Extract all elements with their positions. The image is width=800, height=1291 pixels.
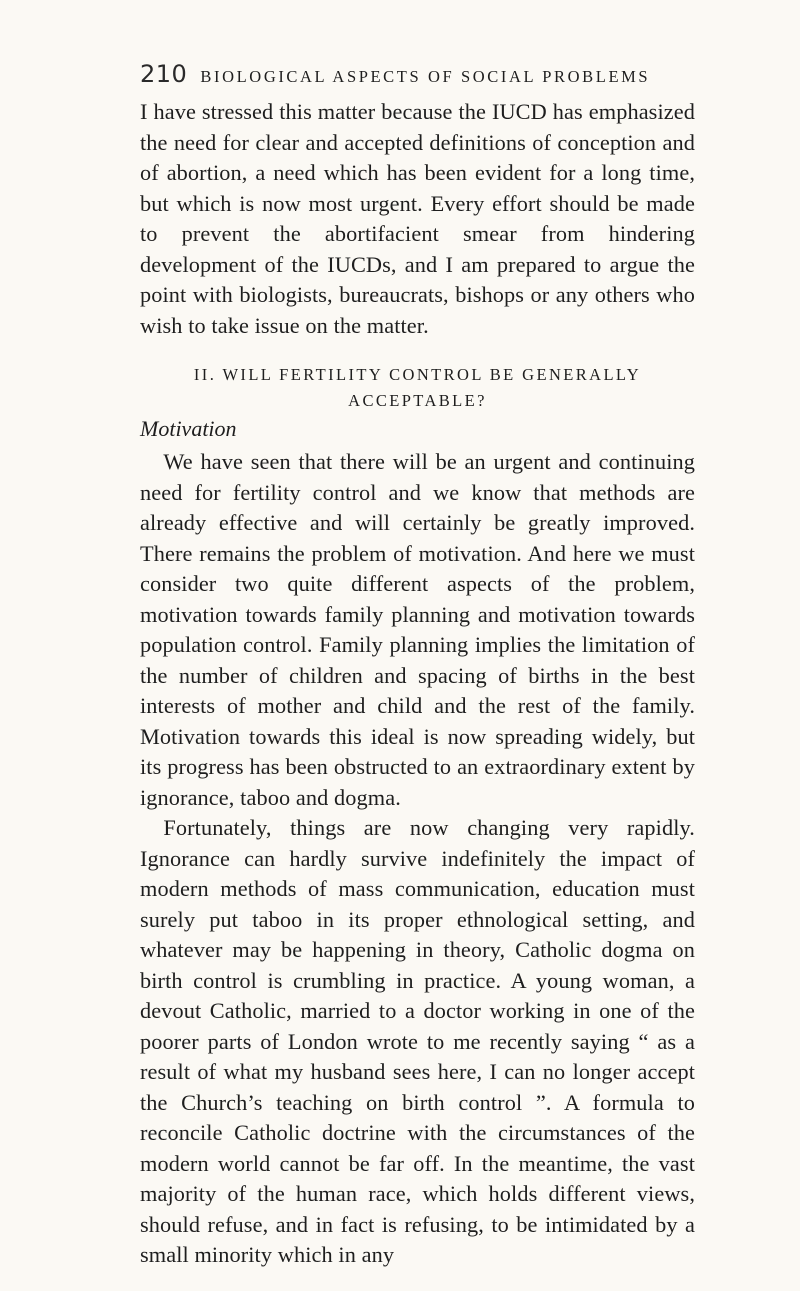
subheading-motivation: Motivation (140, 416, 237, 441)
motivation-text-block (140, 447, 695, 1271)
paragraph-motivation: We have seen that there will be an urgent and continuing need for fertility control and we know that methods are already effective and will certainly be greatly improved. There remains the problem of motivation. And here we must consider two quite different aspects of the problem, motivation towards family planning and motivation towards population control. Family planning implies the limitation of the number of children and spacing of births in the best interests of mother and child and the rest of the family. Motivation towards this ideal is now spreading widely, but its progress has been obstructed to an extraordinary extent by ignorance, taboo and dogma. (140, 449, 695, 810)
paragraph-fortunately: Fortunately, things are now changing very rapidly. Ignorance can hardly survive indefinitely the impact of modern methods of mass communication, education must surely put taboo in its proper ethnological setting, and whatever may be happening in theory, Catholic dogma on birth control is crumbling in practice. A young woman, a devout Catholic, married to a doctor working in one of the poorer parts of London wrote to me recently saying “ as a result of what my husband sees here, I can no longer accept the Church’s teaching on birth control ”. A formula to reconcile Catholic doctrine with the circumstances of the modern world cannot be far off. In the meantime, the vast majority of the human race, which holds different views, should refuse, and in fact is refusing, to be intimidated by a small minority which in any (140, 815, 695, 1267)
section-heading: II. WILL FERTILITY CONTROL BE GENERALLY ACCEPTABLE? (193, 365, 642, 410)
running-title: BIOLOGICAL ASPECTS OF SOCIAL PROBLEMS (200, 67, 651, 86)
intro-paragraph-block (140, 97, 695, 341)
page-number: 210 (140, 60, 188, 88)
running-head (140, 60, 700, 90)
paragraph-iucd-definitions: I have stressed this matter because the IUCD has emphasized the need for clear and accepted definitions of conception and of abortion, a need which has been evident for a long time, but which is now most urgent. Every effort should be made to prevent the abortifacient smear from hindering development of the IUCDs, and I am prepared to argue the point with biologists, bureaucrats, bishops or any others who wish to take issue on the matter. (140, 99, 695, 338)
